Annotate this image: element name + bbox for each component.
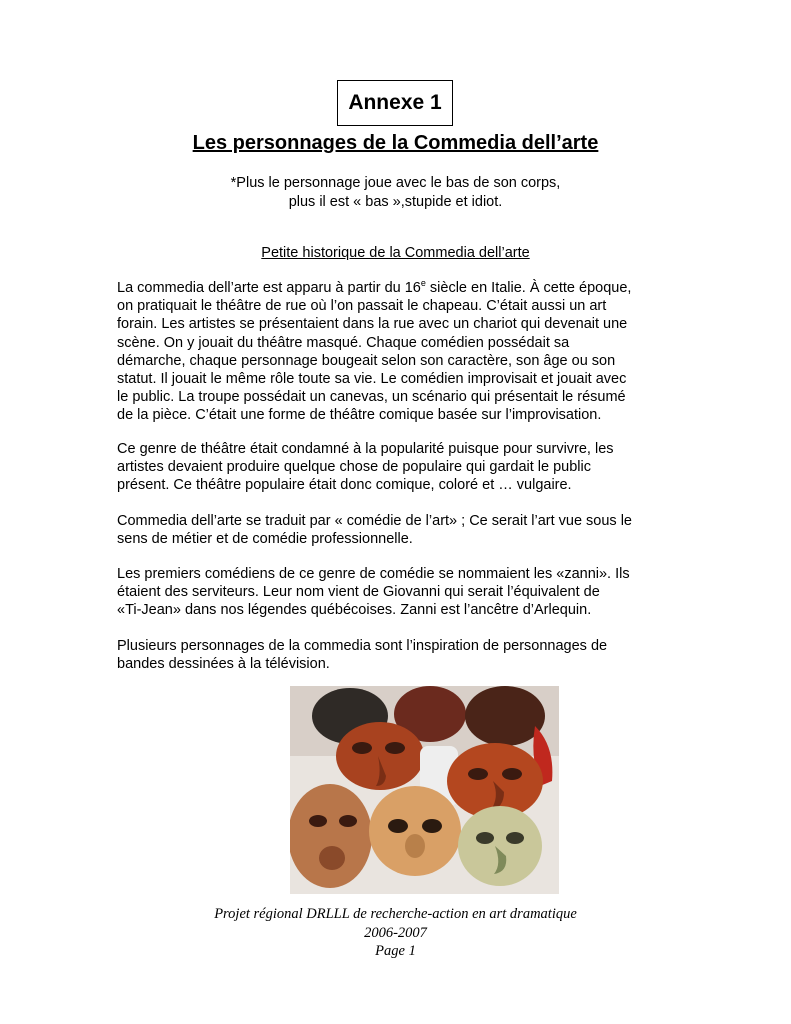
paragraph-line: bandes dessinées à la télévision.: [117, 656, 330, 673]
brown-mask: [465, 686, 545, 746]
paragraph-line: forain. Les artistes se présentaient dans la rue avec un chariot qui devenait une: [117, 316, 628, 333]
history-heading: Petite historique de la Commedia dell’arte: [261, 245, 530, 261]
paragraph-inspiration: [117, 637, 677, 673]
paragraph-line: statut. Il jouait le même rôle toute sa vie. Le comédien improvisait et jouait avec: [117, 371, 627, 388]
paragraph-line-part: La commedia dell’arte est apparu à partir du 16: [117, 280, 421, 296]
masks-illustration: [290, 686, 559, 894]
intro-note: [0, 174, 791, 212]
mask-bottom-center: [369, 786, 461, 876]
paragraph-popularity: [117, 440, 677, 495]
paragraph-line: de la pièce. C’était une forme de théâtre comique basée sur l’improvisation.: [117, 407, 602, 424]
paragraph-line: étaient des serviteurs. Leur nom vient de Giovanni qui serait l’équivalent de: [117, 584, 600, 601]
paragraph-line: [117, 279, 677, 297]
annex-label: [337, 80, 453, 126]
paragraph-line: scène. On y jouait du théâtre masqué. Chaque comédien possédait sa: [117, 334, 570, 351]
paragraph-line: «Ti-Jean» dans nos légendes québécoises. Zanni est l’ancêtre d’Arlequin.: [117, 602, 592, 619]
paragraph-line: présent. Ce théâtre populaire était donc comique, coloré et … vulgaire.: [117, 477, 572, 494]
paragraph-line: le public. La troupe possédait un canevas, un scénario qui présentait le résumé: [117, 389, 626, 406]
mask-bottom-right: [458, 806, 542, 886]
paragraph-zanni: [117, 565, 677, 620]
paragraph-line: démarche, chaque personnage bougeait selon son caractère, son âge ou son: [117, 352, 616, 369]
paragraph-history: [117, 279, 677, 425]
paragraph-line: artistes devaient produire quelque chose de populaire qui gardait le public: [117, 459, 591, 476]
page-footer: [0, 905, 791, 961]
intro-note-line: plus il est « bas »,stupide et idiot.: [288, 194, 503, 210]
footer-project: Projet régional DRLLL de recherche-action en art dramatique: [214, 906, 577, 922]
paragraph-line: on pratiquait le théâtre de rue où l’on passait le chapeau. C’était aussi un art: [117, 298, 607, 315]
paragraph-line: Plusieurs personnages de la commedia sont l’inspiration de personnages de: [117, 638, 608, 654]
paragraph-line: Les premiers comédiens de ce genre de comédie se nommaient les «zanni». Ils: [117, 566, 630, 582]
mask-bottom-left: [290, 784, 372, 888]
paragraph-line-part: siècle en Italie. À cette époque,: [425, 280, 632, 296]
footer-years: 2006-2007: [364, 924, 427, 941]
paragraph-translation: [117, 512, 677, 548]
superscript: e: [420, 278, 426, 289]
paragraph-line: sens de métier et de comédie professionnelle.: [117, 531, 413, 548]
paragraph-line: Ce genre de théâtre était condamné à la popularité puisque pour survivre, les: [117, 441, 614, 457]
masks-photo: [290, 686, 559, 894]
page-title: Les personnages de la Commedia dell’arte: [192, 132, 599, 154]
annex-label-text: Annexe 1: [348, 91, 442, 114]
intro-note-line: *Plus le personnage joue avec le bas de son corps,: [230, 175, 561, 191]
footer-page-number: Page 1: [375, 943, 416, 959]
paragraph-line: Commedia dell’arte se traduit par « comédie de l’art» ; Ce serait l’art vue sous le: [117, 513, 632, 529]
